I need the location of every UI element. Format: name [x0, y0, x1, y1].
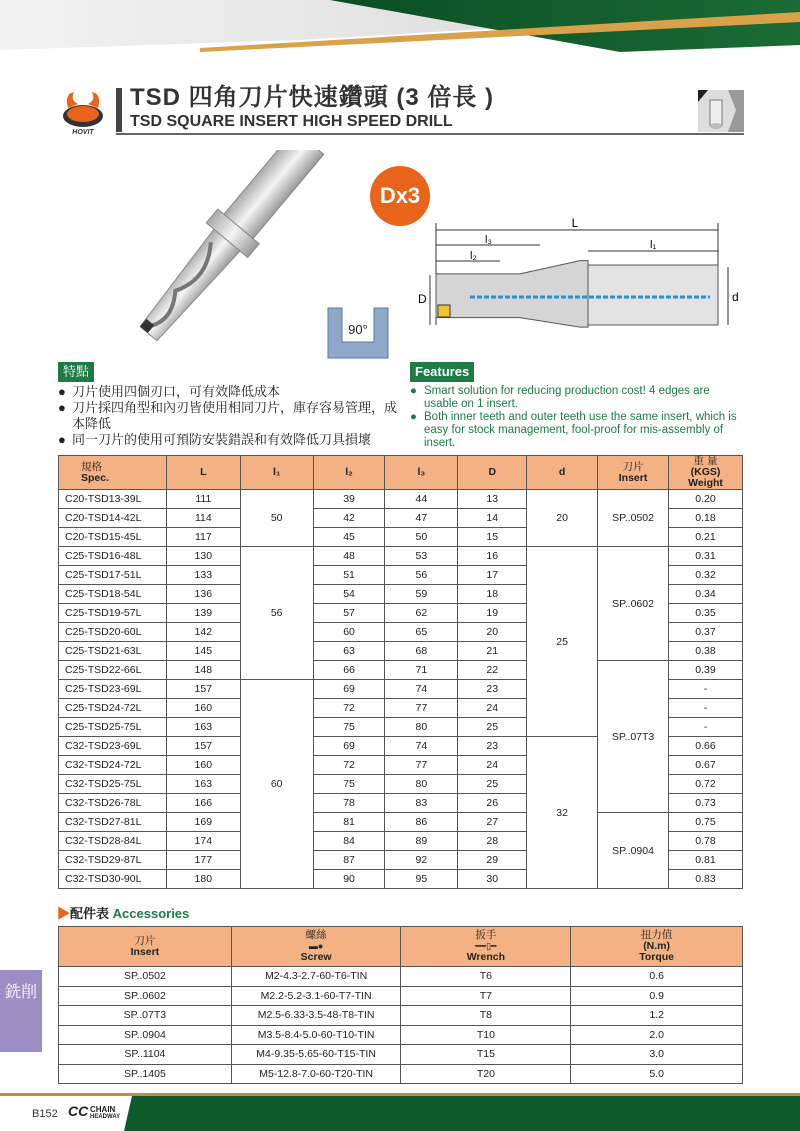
insert-cell: SP..07T3 — [59, 1006, 232, 1026]
torque-cell: 5.0 — [571, 1064, 743, 1084]
D-cell: 24 — [458, 699, 527, 718]
d-cell: 32 — [527, 737, 598, 889]
D-cell: 14 — [458, 509, 527, 528]
header-zh: 重 量 — [693, 455, 718, 467]
chain-headway-line2: HEADWAY — [90, 1114, 121, 1120]
L-cell: 166 — [166, 794, 240, 813]
svg-text:HOVIT: HOVIT — [72, 129, 94, 136]
accessories-heading — [57, 906, 189, 922]
l1-cell: 60 — [240, 680, 313, 889]
table-row — [59, 547, 743, 566]
column-header — [231, 927, 401, 967]
weight-cell: 0.67 — [669, 756, 743, 775]
D-cell: 23 — [458, 680, 527, 699]
column-header — [401, 927, 571, 967]
D-cell: 22 — [458, 661, 527, 680]
L-cell: 142 — [166, 623, 240, 642]
wrench-cell: T20 — [401, 1064, 571, 1084]
chain-headway-logo — [68, 1103, 128, 1123]
weight-cell: 0.32 — [669, 566, 743, 585]
feature-zh-item: ● 同一刀片的使用可預防安裝錯誤和有效降低刀具損壞 — [58, 432, 398, 448]
wrench-cell: T7 — [401, 986, 571, 1006]
screw-icon: ▬● — [308, 941, 324, 951]
header-zh: 扭力值 — [640, 929, 673, 941]
weight-cell: 0.18 — [669, 509, 743, 528]
page-number: B152 — [32, 1108, 58, 1120]
D-cell: 18 — [458, 585, 527, 604]
screw-cell: M3.5-8.4-5.0-60-T10-TIN — [231, 1025, 401, 1045]
weight-cell: 0.35 — [669, 604, 743, 623]
spec-cell: C32-TSD23-69L — [59, 737, 167, 756]
table-row — [59, 1064, 743, 1084]
L-cell: 160 — [166, 756, 240, 775]
feature-zh-item: ● 刀片使用四個刃口，可有效降低成本 — [58, 384, 398, 400]
l2-cell: 42 — [313, 509, 385, 528]
column-header — [385, 456, 458, 490]
column-header — [313, 456, 385, 490]
l2-cell: 75 — [313, 775, 385, 794]
weight-cell: 0.73 — [669, 794, 743, 813]
side-tab-milling: 銑削 — [0, 970, 42, 1052]
D-cell: 25 — [458, 775, 527, 794]
header-en: l₁ — [273, 466, 281, 478]
header-en: (KGS) — [690, 466, 721, 478]
column-header — [59, 456, 167, 490]
dx3-badge: Dx3 — [370, 166, 430, 226]
l3-cell: 89 — [385, 832, 458, 851]
l3-cell: 80 — [385, 775, 458, 794]
l3-cell: 62 — [385, 604, 458, 623]
specification-table — [58, 455, 743, 889]
l3-cell: 68 — [385, 642, 458, 661]
screw-cell: M5-12.8-7.0-60-T20-TIN — [231, 1064, 401, 1084]
D-cell: 19 — [458, 604, 527, 623]
L-cell: 136 — [166, 585, 240, 604]
l3-cell: 74 — [385, 737, 458, 756]
D-cell: 25 — [458, 718, 527, 737]
chain-headway-line1: CHAIN — [90, 1105, 116, 1114]
header-en: (N.m) — [643, 940, 671, 952]
spec-cell: C32-TSD28-84L — [59, 832, 167, 851]
header-en: Insert — [130, 945, 160, 958]
features-en-label: Features — [410, 362, 474, 382]
header-en: Screw — [300, 951, 332, 963]
spec-cell: C32-TSD29-87L — [59, 851, 167, 870]
header-en: d — [558, 466, 566, 478]
weight-cell: 0.39 — [669, 661, 743, 680]
dim-l2: l₂ — [470, 250, 477, 262]
l3-cell: 77 — [385, 756, 458, 775]
wrench-cell: T10 — [401, 1025, 571, 1045]
D-cell: 28 — [458, 832, 527, 851]
dimension-diagram — [410, 215, 750, 330]
l3-cell: 65 — [385, 623, 458, 642]
l2-cell: 69 — [313, 737, 385, 756]
torque-cell: 0.9 — [571, 986, 743, 1006]
spec-cell: C20-TSD15-45L — [59, 528, 167, 547]
header-zh: 螺絲 — [305, 929, 327, 941]
D-cell: 17 — [458, 566, 527, 585]
l2-cell: 69 — [313, 680, 385, 699]
spec-cell: C20-TSD13-39L — [59, 490, 167, 509]
l2-cell: 45 — [313, 528, 385, 547]
l2-cell: 81 — [313, 813, 385, 832]
header-en: Wrench — [466, 951, 506, 963]
L-cell: 163 — [166, 718, 240, 737]
dim-D: D — [418, 292, 427, 306]
d-cell: 25 — [527, 547, 598, 737]
weight-cell: 0.37 — [669, 623, 743, 642]
weight-cell: - — [669, 718, 743, 737]
spec-cell: C20-TSD14-42L — [59, 509, 167, 528]
wrench-icon: ━━▯━ — [475, 941, 497, 951]
weight-cell: 0.72 — [669, 775, 743, 794]
weight-cell: 0.81 — [669, 851, 743, 870]
table-row — [59, 661, 743, 680]
accessories-title-en: Accessories — [112, 906, 190, 921]
header-en: D — [488, 466, 497, 478]
screw-cell: M4-9.35-5.65-60-T15-TIN — [231, 1045, 401, 1065]
top-banner — [0, 0, 800, 78]
l3-cell: 80 — [385, 718, 458, 737]
column-header — [598, 456, 669, 490]
table-row — [59, 1025, 743, 1045]
l2-cell: 51 — [313, 566, 385, 585]
spec-cell: C25-TSD25-75L — [59, 718, 167, 737]
l2-cell: 78 — [313, 794, 385, 813]
torque-cell: 0.6 — [571, 967, 743, 987]
column-header — [458, 456, 527, 490]
chain-headway-mark-icon: CC — [68, 1103, 89, 1119]
table-row — [59, 1006, 743, 1026]
D-cell: 26 — [458, 794, 527, 813]
l3-cell: 83 — [385, 794, 458, 813]
dim-L: L — [571, 216, 579, 230]
header-zh: 刀片 — [134, 934, 156, 947]
spec-cell: C25-TSD17-51L — [59, 566, 167, 585]
D-cell: 23 — [458, 737, 527, 756]
L-cell: 117 — [166, 528, 240, 547]
weight-cell: 0.21 — [669, 528, 743, 547]
spec-cell: C32-TSD27-81L — [59, 813, 167, 832]
table-row — [59, 967, 743, 987]
L-cell: 180 — [166, 870, 240, 889]
drilling-category-icon — [698, 90, 744, 132]
title-divider — [116, 133, 744, 135]
dim-l1: l₁ — [650, 239, 657, 251]
table-row — [59, 1045, 743, 1065]
l2-cell: 63 — [313, 642, 385, 661]
insert-cell: SP..0904 — [59, 1025, 232, 1045]
weight-cell: 0.31 — [669, 547, 743, 566]
L-cell: 169 — [166, 813, 240, 832]
wrench-cell: T8 — [401, 1006, 571, 1026]
header-en: L — [200, 466, 207, 478]
wrench-cell: T15 — [401, 1045, 571, 1065]
L-cell: 133 — [166, 566, 240, 585]
L-cell: 139 — [166, 604, 240, 623]
L-cell: 148 — [166, 661, 240, 680]
insert-cell: SP..0602 — [598, 547, 669, 661]
L-cell: 157 — [166, 680, 240, 699]
header-en: Spec. — [81, 471, 110, 484]
header-zh: 扳手 — [475, 929, 497, 941]
column-header — [59, 927, 232, 967]
weight-cell: 0.75 — [669, 813, 743, 832]
features-en-list — [410, 385, 740, 450]
L-cell: 130 — [166, 547, 240, 566]
spec-cell: C25-TSD23-69L — [59, 680, 167, 699]
l3-cell: 53 — [385, 547, 458, 566]
screw-cell: M2.2-5.2-3.1-60-T7-TIN — [231, 986, 401, 1006]
insert-cell: SP..0904 — [598, 813, 669, 889]
l3-cell: 71 — [385, 661, 458, 680]
spec-cell: C25-TSD16-48L — [59, 547, 167, 566]
L-cell: 160 — [166, 699, 240, 718]
spec-cell: C25-TSD20-60L — [59, 623, 167, 642]
l2-cell: 90 — [313, 870, 385, 889]
angle-label: 90° — [348, 322, 368, 337]
page-title: TSD 四角刀片快速鑽頭 (3 倍長 ) — [130, 84, 495, 111]
column-header — [240, 456, 313, 490]
l3-cell: 59 — [385, 585, 458, 604]
feature-en-item: ● Both inner teeth and outer teeth use the same insert, which is easy for stock management, fool-proof for mis-assembly of insert. — [410, 411, 740, 450]
L-cell: 114 — [166, 509, 240, 528]
weight-cell: 0.34 — [669, 585, 743, 604]
l1-cell: 56 — [240, 547, 313, 680]
l3-cell: 95 — [385, 870, 458, 889]
spec-cell: C32-TSD24-72L — [59, 756, 167, 775]
l3-cell: 44 — [385, 490, 458, 509]
L-cell: 163 — [166, 775, 240, 794]
l3-cell: 77 — [385, 699, 458, 718]
spec-cell: C25-TSD18-54L — [59, 585, 167, 604]
L-cell: 177 — [166, 851, 240, 870]
header-en: l₃ — [417, 466, 426, 478]
header-en: l₂ — [345, 466, 353, 478]
D-cell: 24 — [458, 756, 527, 775]
header-zh: 刀片 — [622, 460, 644, 473]
l2-cell: 75 — [313, 718, 385, 737]
wrench-cell: T6 — [401, 967, 571, 987]
spec-cell: C25-TSD19-57L — [59, 604, 167, 623]
accessories-table — [58, 926, 743, 1084]
l2-cell: 66 — [313, 661, 385, 680]
page-subtitle: TSD SQUARE INSERT HIGH SPEED DRILL — [130, 113, 453, 130]
l2-cell: 60 — [313, 623, 385, 642]
D-cell: 15 — [458, 528, 527, 547]
hovit-logo — [58, 86, 108, 136]
spec-cell: C32-TSD25-75L — [59, 775, 167, 794]
l2-cell: 39 — [313, 490, 385, 509]
l3-cell: 47 — [385, 509, 458, 528]
D-cell: 16 — [458, 547, 527, 566]
insert-cell: SP..07T3 — [598, 661, 669, 813]
column-header — [669, 456, 743, 490]
L-cell: 157 — [166, 737, 240, 756]
L-cell: 145 — [166, 642, 240, 661]
L-cell: 111 — [166, 490, 240, 509]
l2-cell: 84 — [313, 832, 385, 851]
D-cell: 29 — [458, 851, 527, 870]
weight-cell: - — [669, 699, 743, 718]
D-cell: 30 — [458, 870, 527, 889]
torque-cell: 3.0 — [571, 1045, 743, 1065]
weight-cell: 0.83 — [669, 870, 743, 889]
l2-cell: 72 — [313, 699, 385, 718]
l3-cell: 56 — [385, 566, 458, 585]
torque-cell: 1.2 — [571, 1006, 743, 1026]
header-zh: 規格 — [81, 460, 102, 473]
torque-cell: 2.0 — [571, 1025, 743, 1045]
l2-cell: 87 — [313, 851, 385, 870]
column-header — [527, 456, 598, 490]
l3-cell: 50 — [385, 528, 458, 547]
weight-cell: 0.20 — [669, 490, 743, 509]
arrow-right-icon: ▶ — [57, 906, 71, 921]
drill-product-image — [90, 150, 350, 350]
l2-cell: 48 — [313, 547, 385, 566]
l3-cell: 74 — [385, 680, 458, 699]
weight-cell: 0.78 — [669, 832, 743, 851]
spec-cell: C25-TSD24-72L — [59, 699, 167, 718]
d-cell: 20 — [527, 490, 598, 547]
weight-cell: 0.38 — [669, 642, 743, 661]
column-header — [166, 456, 240, 490]
features-zh-label: 特點 — [58, 362, 94, 382]
screw-cell: M2-4.3-2.7-60-T6-TIN — [231, 967, 401, 987]
dim-d: d — [732, 290, 739, 304]
feature-en-item: ● Smart solution for reducing production cost! 4 edges are usable on 1 insert. — [410, 385, 740, 411]
screw-cell: M2.5-6.33-3.5-48-T8-TIN — [231, 1006, 401, 1026]
l3-cell: 92 — [385, 851, 458, 870]
D-cell: 27 — [458, 813, 527, 832]
insert-cell: SP..0502 — [59, 967, 232, 987]
accessories-title-zh: 配件表 — [70, 906, 110, 921]
spec-cell: C32-TSD30-90L — [59, 870, 167, 889]
weight-cell: 0.66 — [669, 737, 743, 756]
dim-l3: l₃ — [485, 234, 492, 246]
header-en2: Weight — [688, 477, 723, 489]
insert-cell: SP..1104 — [59, 1045, 232, 1065]
table-row — [59, 813, 743, 832]
insert-cell: SP..0502 — [598, 490, 669, 547]
title-bar — [116, 88, 122, 132]
l2-cell: 72 — [313, 756, 385, 775]
column-header — [571, 927, 743, 967]
features-zh-list — [58, 384, 398, 448]
header-en: Insert — [618, 471, 648, 484]
header-en2: Torque — [639, 951, 675, 963]
l2-cell: 54 — [313, 585, 385, 604]
feature-zh-item: ● 刀片採四角型和內刃皆使用相同刀片，庫存容易管理，成本降低 — [58, 400, 398, 432]
l3-cell: 86 — [385, 813, 458, 832]
table-row — [59, 986, 743, 1006]
L-cell: 174 — [166, 832, 240, 851]
insert-cell: SP..0602 — [59, 986, 232, 1006]
l2-cell: 57 — [313, 604, 385, 623]
D-cell: 20 — [458, 623, 527, 642]
spec-cell: C25-TSD22-66L — [59, 661, 167, 680]
spec-cell: C32-TSD26-78L — [59, 794, 167, 813]
90-degree-angle-icon — [326, 306, 390, 360]
spec-cell: C25-TSD21-63L — [59, 642, 167, 661]
insert-cell: SP..1405 — [59, 1064, 232, 1084]
table-row — [59, 490, 743, 509]
weight-cell: - — [669, 680, 743, 699]
l1-cell: 50 — [240, 490, 313, 547]
D-cell: 13 — [458, 490, 527, 509]
D-cell: 21 — [458, 642, 527, 661]
